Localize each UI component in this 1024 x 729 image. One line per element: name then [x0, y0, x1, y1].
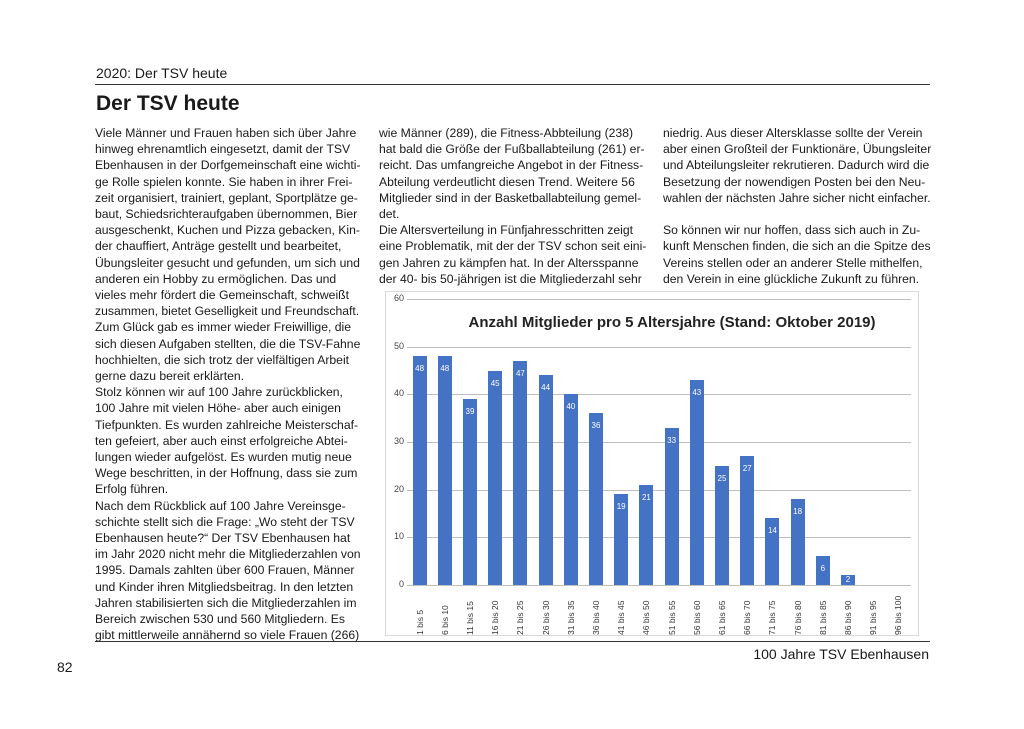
x-category-label: 56 bis 60: [691, 600, 702, 635]
x-axis-line: [407, 585, 911, 586]
paragraph: [379, 125, 647, 222]
x-category-label: 21 bis 25: [515, 600, 526, 635]
text-line: Nach dem Rückblick auf 100 Jahre Vereinsge-: [95, 498, 346, 513]
chart-title: Anzahl Mitglieder pro 5 Altersjahre (Stand: Oktober 2019): [468, 314, 876, 331]
text-line: aber einen Großteil der Funktionäre, Übungsleiter: [663, 142, 932, 157]
x-category-label: 31 bis 35: [565, 600, 576, 635]
bar-data-label: 45: [490, 378, 500, 388]
text-line: Erfolg führen.: [95, 482, 169, 497]
x-category-label: 6 bis 10: [439, 605, 450, 635]
x-category-label: 1 bis 5: [414, 609, 425, 635]
x-category-label: 51 bis 55: [666, 600, 677, 635]
text-line: zeit organisiert, trainiert, geplant, Sportplätze ge-: [95, 190, 358, 205]
paragraph: [663, 222, 931, 287]
text-column-2: [379, 125, 647, 287]
bar-data-label: 21: [641, 492, 651, 502]
text-line: der chauffiert, Anträge gestellt und bearbeitet,: [95, 239, 342, 254]
text-line: gerne dazu bereit erklärten.: [95, 369, 245, 384]
gridline: [407, 490, 911, 491]
paragraph: [95, 125, 363, 384]
text-line: hat bald die Größe der Fußballabteilung (261) er-: [379, 142, 645, 157]
text-line: lungen wieder aufgelöst. Es wurden mutig neue: [95, 450, 352, 465]
x-category-label: 86 bis 90: [843, 600, 853, 635]
gridline: [407, 347, 911, 348]
text-line: den Verein in eine glückliche Zukunft zu führen.: [663, 271, 920, 286]
x-category-label: 46 bis 50: [641, 600, 652, 635]
footer-book-title: 100 Jahre TSV Ebenhausen: [753, 646, 929, 662]
x-category-label: 66 bis 70: [742, 600, 753, 635]
text-line: Viele Männer und Frauen haben sich über Jahre: [95, 126, 357, 140]
gridline: [407, 537, 911, 538]
paragraph: [663, 125, 931, 206]
bar-data-label: 19: [616, 502, 626, 512]
bar: [589, 413, 603, 585]
text-line: 100 Jahre mit vielen Höhe- aber auch einigen: [95, 401, 341, 416]
text-line: Zum Glück gab es immer wieder Freiwillige, die: [95, 320, 352, 335]
text-line: wie Männer (289), die Fitness-Abbteilung (238): [379, 126, 634, 140]
text-line: So können wir nur hoffen, dass sich auch in Zu-: [663, 223, 921, 238]
bar: [715, 466, 729, 585]
header-rule: [95, 84, 930, 85]
footer-rule: [95, 641, 930, 642]
text-line: Jahren stabilisierten sich die Mitgliederzahlen im: [95, 595, 357, 610]
text-line: vieles mehr fördert die Gemeinschaft, schweißt: [95, 288, 350, 303]
text-line: im Jahr 2020 nicht mehr die Mitgliederzahlen von: [95, 547, 361, 562]
y-tick-label: 60: [393, 293, 404, 303]
page-title: Der TSV heute: [96, 92, 240, 115]
bar-data-label: 39: [465, 407, 475, 417]
gridline: [407, 299, 911, 300]
x-category-label: 71 bis 75: [767, 600, 778, 635]
text-line: sich diesen Aufgaben stellten, die die TSV-Fahne: [95, 336, 361, 351]
bar: [740, 456, 754, 585]
bar-data-label: 40: [566, 402, 576, 412]
text-line: Wege beschritten, in der Hoffnung, dass sie zum: [95, 466, 358, 481]
bar: [539, 375, 553, 585]
x-category-label: 11 bis 15: [465, 601, 475, 635]
x-category-label: 41 bis 45: [616, 600, 627, 635]
y-tick-label: 40: [393, 388, 404, 399]
text-line: gen Jahren zu kämpfen hat. In der Altersspanne: [379, 255, 639, 270]
y-tick-label: 10: [393, 531, 404, 542]
bar-data-label: 2: [845, 575, 851, 585]
text-line: ge Rolle spielen konnte. Sie haben in ihrer Frei-: [95, 174, 353, 189]
text-line: Besetzung der nowendigen Posten bei den Neu-: [663, 174, 926, 189]
text-line: Übungsleiter gesucht und gefunden, um sich und: [95, 255, 360, 270]
paragraph: [379, 222, 647, 287]
text-line: der 40- bis 50-jährigen ist die Mitgliederzahl sehr: [379, 271, 642, 286]
bar: [413, 356, 427, 585]
text-line: eine Problematik, mit der der TSV schon seit eini-: [379, 239, 647, 254]
bar: [690, 380, 704, 585]
x-category-label: 61 bis 65: [717, 600, 727, 635]
gridline: [407, 394, 911, 395]
text-line: kunft Menschen finden, die sich an die Spitze des: [663, 239, 931, 254]
text-line: Die Altersverteilung in Fünfjahresschritten zeigt: [379, 223, 634, 238]
bar: [438, 356, 452, 585]
text-line: Bereich zwischen 530 und 560 Mitgliedern. Es: [95, 612, 345, 627]
x-category-label: 16 bis 20: [490, 600, 501, 635]
y-tick-label: 20: [393, 483, 404, 494]
text-line: Vereins stellen oder an anderer Stelle mithelfen,: [663, 255, 923, 270]
bar-data-label: 6: [820, 564, 826, 574]
text-line: Abteilung verdeutlicht diesen Trend. Weitere 56: [379, 174, 635, 189]
bar: [463, 399, 477, 585]
text-line: hochhielten, die sich trotz der vielfältigen Arbeit: [95, 352, 350, 367]
running-head: 2020: Der TSV heute: [96, 65, 228, 81]
text-line: ten gefeiert, aber auch einst erfolgreiche Abtei-: [95, 433, 348, 448]
y-tick-label: 30: [393, 436, 404, 446]
y-tick-label: 50: [393, 340, 404, 351]
x-category-label: 96 bis 100: [893, 595, 904, 635]
text-column-3: [663, 125, 931, 287]
text-line: det.: [379, 207, 400, 222]
age-distribution-chart: [385, 291, 919, 636]
text-line: wahlen der nächsten Jahre sicher nicht einfacher.: [663, 190, 931, 205]
y-tick-label: 0: [398, 579, 404, 589]
bar: [513, 361, 527, 585]
x-category-label: 36 bis 40: [591, 600, 601, 635]
x-category-label: 81 bis 85: [817, 600, 828, 635]
bar-data-label: 48: [415, 364, 425, 374]
paragraph: [95, 384, 363, 497]
bar: [665, 428, 679, 585]
x-category-label: 91 bis 95: [868, 600, 879, 635]
text-column-1: [95, 125, 363, 644]
bar-data-label: 27: [742, 464, 752, 474]
text-line: schichte stellt sich die Frage: „Wo steht der TSV: [95, 514, 355, 529]
bar-data-label: 25: [717, 473, 727, 483]
text-line: und Abteilungsleiter rekrutieren. Dadurch wird die: [663, 158, 930, 173]
bar-data-label: 47: [515, 368, 525, 378]
text-line: baut, Schiedsrichteraufgaben übernommen, Bier: [95, 207, 358, 222]
bar: [564, 394, 578, 585]
text-line: Ebenhausen in der Dorfgemeinschaft eine wichti-: [95, 158, 361, 173]
text-line: anderen ein Hobby zu ermöglichen. Das und: [95, 271, 337, 286]
bar-data-label: 44: [541, 383, 551, 393]
x-category-label: 26 bis 30: [540, 600, 551, 635]
x-category-label: 76 bis 80: [792, 600, 803, 635]
text-line: zusammen, bietet Geselligkeit und Freundschaft.: [95, 304, 360, 319]
text-line: 1995. Damals zahlten über 600 Frauen, Männer: [95, 563, 355, 578]
bar-data-label: 33: [667, 435, 677, 445]
page-number: 82: [57, 659, 73, 675]
text-line: gibt mittlerweile annähernd so viele Frauen (266): [95, 628, 360, 643]
text-line: ausgeschenkt, Kuchen und Pizza gebacken, Kin-: [95, 223, 360, 238]
text-line: Mitglieder sind in der Basketballabteilung gemel-: [379, 190, 642, 205]
text-line: Tiefpunkten. Es wurden zahlreiche Meisterschaf-: [95, 417, 359, 432]
bar-data-label: 14: [767, 526, 777, 536]
bar-data-label: 18: [793, 507, 803, 517]
paragraph: [95, 498, 363, 644]
text-line: Ebenhausen heute?“ Der TSV Ebenhausen hat: [95, 531, 351, 546]
text-line: und Kinder ihren Mitgliedsbeitrag. In den letzten: [95, 579, 354, 594]
text-line: hinweg ehrenamtlich eingesetzt, damit der TSV: [95, 142, 351, 157]
text-line: niedrig. Aus dieser Altersklasse sollte der Verein: [663, 126, 923, 140]
gridline: [407, 442, 911, 443]
bar-data-label: 48: [440, 364, 450, 374]
bar-data-label: 36: [591, 421, 601, 431]
bar: [488, 371, 502, 586]
bar-data-label: 43: [692, 388, 702, 398]
text-line: Stolz können wir auf 100 Jahre zurückblicken,: [95, 385, 343, 400]
text-line: reicht. Das umfangreiche Angebot in der Fitness-: [379, 158, 644, 173]
